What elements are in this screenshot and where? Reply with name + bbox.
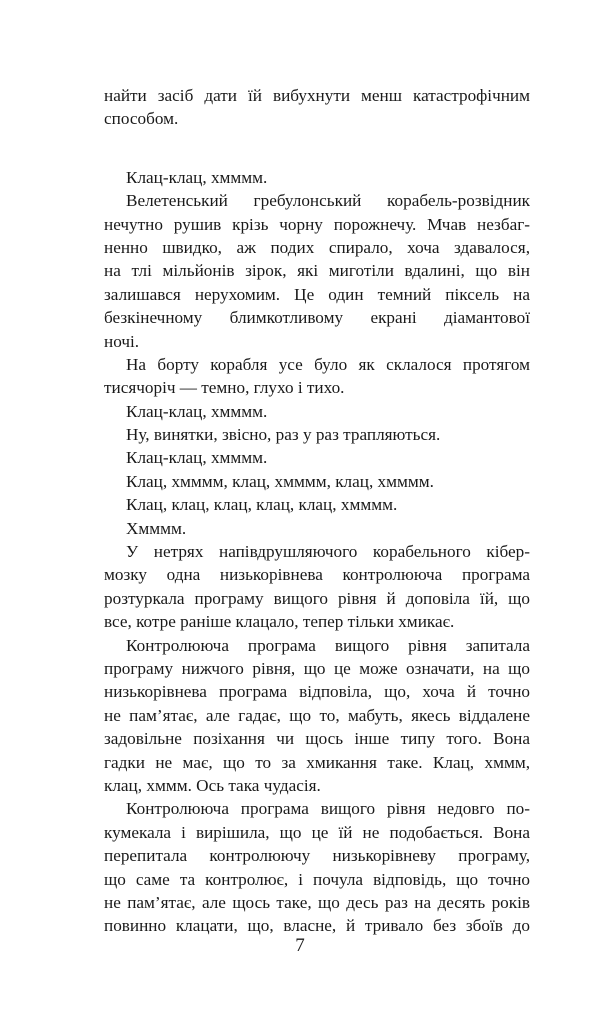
paragraph (104, 84, 530, 131)
text-line: клац, хммм. Ось така чудасія. (104, 775, 321, 795)
text-line: перепитала контролюючу низькорівневу програму, (104, 846, 530, 866)
text-line: Контролююча програма вищого рівня недовго по- (126, 799, 530, 819)
text-line: мозку одна низькорівнева контролююча програма (104, 565, 530, 585)
paragraph-gap (104, 131, 530, 166)
paragraph (104, 400, 530, 423)
text-line: Клац-клац, хмммм. (126, 448, 268, 468)
text-line: Клац-клац, хмммм. (126, 401, 268, 421)
paragraph (104, 634, 530, 798)
paragraph (104, 446, 530, 469)
paragraph (104, 470, 530, 493)
text-line: найти засіб дати їй вибухнути менш катастрофічним (104, 86, 530, 105)
text-line: На борту корабля усе було як склалося протягом (126, 354, 530, 374)
text-line: Контролююча програма вищого рівня запитала (126, 635, 530, 655)
text-line: Клац, клац, клац, клац, клац, хмммм. (126, 495, 398, 515)
text-line: залишався нерухомим. Це один темний піксель на (104, 284, 530, 304)
text-line: Хмммм. (126, 518, 187, 538)
text-line: Клац, хмммм, клац, хмммм, клац, хмммм. (126, 471, 434, 491)
text-line: тисячоріч — темно, глухо і тихо. (104, 378, 345, 398)
text-line: ненно швидко, аж подих спирало, хоча здавалося, (104, 237, 530, 257)
text-line: задовільне позіхання чи щось інше типу того. Вона (104, 729, 530, 749)
text-line: розтуркала програму вищого рівня й доповіла їй, що (104, 588, 530, 608)
paragraph (104, 517, 530, 540)
paragraph (104, 423, 530, 446)
page-text (104, 84, 530, 938)
text-line: безкінечному блимкотливому екрані діамантової (104, 308, 530, 328)
paragraph (104, 166, 530, 189)
paragraph (104, 353, 530, 400)
text-line: низькорівнева програма відповіла, що, хоча й точно (104, 682, 530, 702)
text-line: кумекала і вирішила, що це їй не подобається. Вона (104, 822, 530, 842)
text-line: на тлі мільйонів зірок, які миготіли вдалині, що він (104, 261, 530, 281)
page-number: 7 (295, 935, 305, 956)
text-line: Ну, винятки, звісно, раз у раз трапляються. (126, 425, 441, 445)
text-line: нечутно рушив крізь чорну порожнечу. Мчав незбаг- (104, 214, 530, 234)
paragraph (104, 797, 530, 937)
text-line: не пам’ятає, але гадає, що то, мабуть, якесь віддалене (104, 705, 530, 725)
text-line: У нетрях напівдрушляючого корабельного кібер- (126, 542, 530, 562)
text-line: не пам’ятає, але щось таке, що десь раз на десять років (104, 892, 530, 912)
paragraph (104, 189, 530, 353)
text-line: Клац-клац, хмммм. (126, 167, 268, 187)
text-line: все, котре раніше клацало, тепер тільки хмикає. (104, 612, 455, 632)
text-line: Велетенський гребулонський корабель-розвідник (126, 191, 530, 211)
text-line: ночі. (104, 331, 140, 351)
paragraph (104, 540, 530, 634)
text-line: програму нижчого рівня, що це може означати, на що (104, 658, 530, 678)
text-line: що саме та контролює, і почула відповідь, що точно (104, 869, 530, 889)
text-line: повинно клацати, що, власне, й тривало без збоїв до (104, 916, 530, 936)
text-line: способом. (104, 109, 179, 129)
paragraph (104, 493, 530, 516)
text-line: гадки не має, що то за хмикання таке. Клац, хммм, (104, 752, 530, 772)
